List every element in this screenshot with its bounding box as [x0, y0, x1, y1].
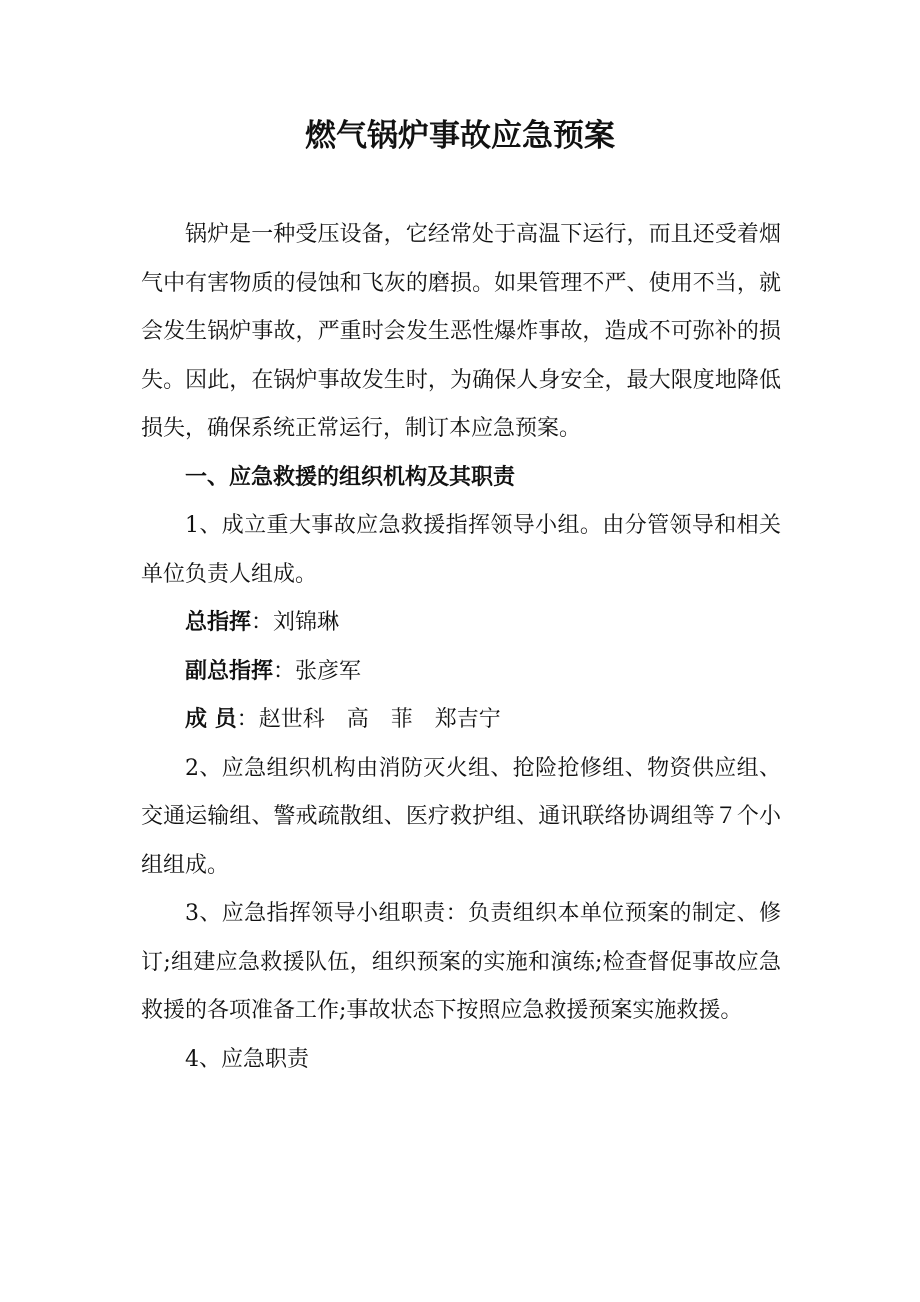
commander-name: 刘锦琳: [273, 610, 340, 635]
deputy-label: 副总指挥: [185, 658, 274, 684]
members-line: [141, 696, 781, 745]
deputy-line: [141, 648, 781, 697]
document-body: [141, 211, 781, 1084]
item-3-paragraph: 3、应急指挥领导小组职责：负责组织本单位预案的制定、修订;组建应急救援队伍，组织预案的实施和演练;检查督促事故应急救援的各项准备工作;事故状态下按照应急救援预案实施救援。: [141, 901, 781, 1023]
members-label: 成 员: [185, 707, 237, 732]
item-1-paragraph: 1、成立重大事故应急救援指挥领导小组。由分管领导和相关单位负责人组成。: [141, 513, 781, 587]
members-names: 赵世科 高 菲 郑吉宁: [258, 707, 501, 732]
intro-paragraph: 锅炉是一种受压设备，它经常处于高温下运行，而且还受着烟气中有害物质的侵蚀和飞灰的磨损。如果管理不严、使用不当，就会发生锅炉事故，严重时会发生恶性爆炸事故，造成不可弥补的损失。因此，在锅炉事故发生时，为确保人身安全，最大限度地降低损失，确保系统正常运行，制订本应急预案。: [141, 222, 781, 441]
section-heading: 一、应急救援的组织机构及其职责: [185, 464, 516, 490]
deputy-name: 张彦军: [295, 658, 362, 684]
item-4-paragraph: 4、应急职责: [185, 1046, 309, 1072]
document-title: 燃气锅炉事故应急预案: [305, 118, 615, 154]
commander-label: 总指挥: [185, 610, 252, 635]
commander-separator: ：: [251, 610, 274, 635]
item-2-paragraph: 2、应急组织机构由消防灭火组、抢险抢修组、物资供应组、交通运输组、警戒疏散组、医疗救护组、通讯联络协调组等７个小组组成。: [141, 755, 781, 878]
members-separator: ：: [236, 707, 259, 732]
commander-line: [141, 599, 781, 648]
deputy-separator: ：: [273, 658, 296, 684]
